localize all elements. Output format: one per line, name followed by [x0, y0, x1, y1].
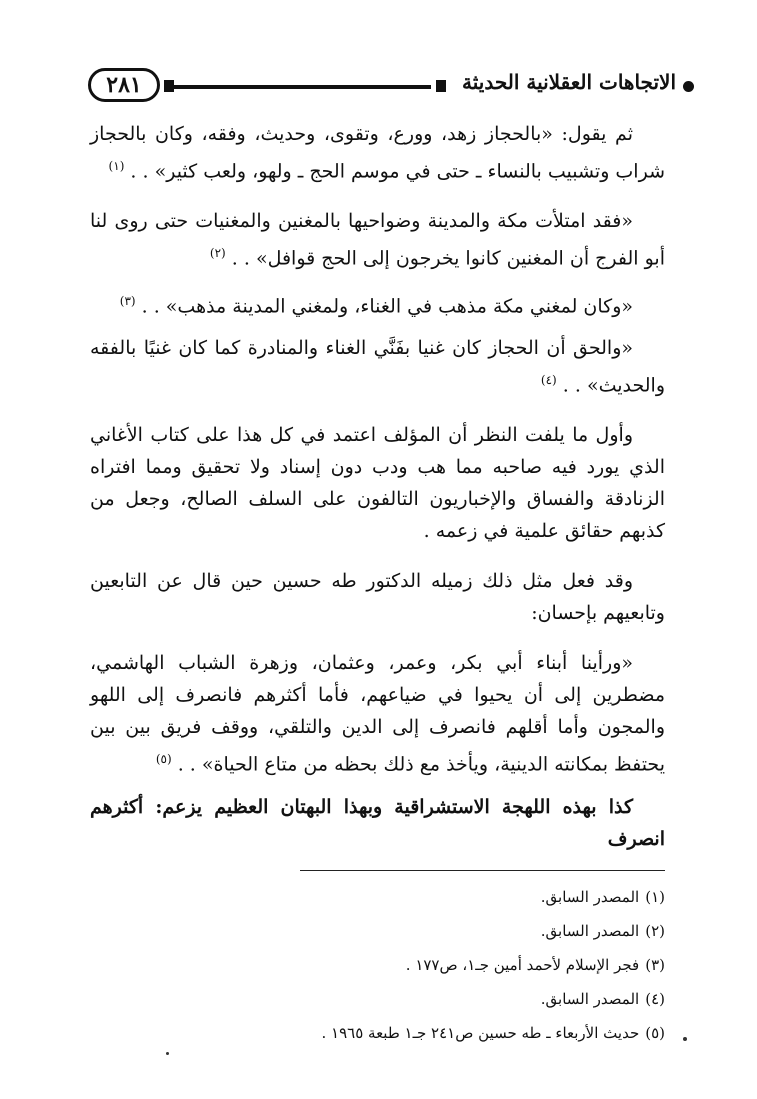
paragraph-text: كذا بهذه اللهجة الاستشراقية وبهذا البهتان العظيم يزعم: أكثرهم انصرف [90, 795, 665, 850]
footnote-text: حديث الأربعاء ـ طه حسين ص٢٤١ جـ١ طبعة ١٩٦٥ . [321, 1024, 640, 1042]
quote-paragraph [90, 647, 665, 780]
footnote-reference: (٥) [155, 752, 172, 767]
footnote-number: (١) [645, 888, 665, 906]
paragraph-text: ثم يقول: «بالحجاز زهد، وورع، وتقوى، وحديث، وفقه، وكان بالحجاز شراب وتشبيب بالنساء ـ حتى في موسم الحج ـ ولهو، ولعب كثير» . . [90, 123, 665, 183]
scan-speck [166, 1052, 169, 1055]
header-ornament-square [436, 80, 446, 92]
footnote-separator [300, 870, 665, 871]
footnote-text: فجر الإسلام لأحمد أمين جـ١، ص١٧٧ . [405, 956, 640, 974]
footnote [90, 1016, 665, 1050]
footnotes [90, 880, 665, 1050]
footnote-number: (٣) [645, 956, 665, 974]
footnote [90, 880, 665, 914]
footnote [90, 914, 665, 948]
paragraph-text: «والحق أن الحجاز كان غنيا بفَنَّي الغناء والمنادرة كما كان غنيًا بالفقه والحديث» . . [90, 336, 665, 397]
footnote-text: المصدر السابق. [540, 922, 640, 940]
footnote-reference: (١) [108, 159, 125, 173]
paragraph [90, 419, 665, 547]
running-header [86, 68, 686, 106]
quote-paragraph [90, 332, 665, 401]
paragraph-text: «فقد امتلأت مكة والمدينة وضواحيها بالمغنين والمغنيات حتى روى لنا أبو الفرج أن المغنين كانوا يخرجون إلى الحج قوافل» . . [90, 210, 665, 270]
running-title: الاتجاهات العقلانية الحديثة [462, 70, 676, 94]
paragraph [90, 565, 665, 629]
paragraph-text: «ورأينا أبناء أبي بكر، وعمر، وعثمان، وزهرة الشباب الهاشمي، مضطرين إلى أن يحيوا في ضياعهم، فأما أكثرهم فانصرف إلى اللهو والمجون وأما أقلهم فانصرف إلى الدين والتلقي، ووقف فريق بين بين يحتفظ بمكانته الدينية، ويأخذ مع ذلك بحظه من متاع الحياة» . . [90, 652, 665, 776]
paragraph [90, 118, 665, 187]
footnote [90, 948, 665, 982]
footnote [90, 982, 665, 1016]
quote-paragraph [90, 285, 665, 322]
scan-speck [683, 1037, 687, 1041]
footnote-number: (٢) [645, 922, 665, 940]
footnote-number: (٤) [645, 990, 665, 1008]
header-ornament-square [164, 80, 174, 92]
page-number: ٢٨١ [88, 68, 160, 102]
paragraph-text: وأول ما يلفت النظر أن المؤلف اعتمد في كل هذا على كتاب الأغاني الذي يورد فيه صاحبه مما هب ودب دون إسناد ولا تحقيق ومما افتراه الزنادقة والفساق والإخباريون التالفون على السلف الصالح، وجعل من كذبهم حقائق علمية في زعمه . [90, 424, 665, 543]
footnote-text: المصدر السابق. [540, 990, 640, 1008]
header-bullet [683, 81, 694, 92]
footnote-reference: (٣) [119, 293, 136, 308]
paragraph-text: «وكان لمغني مكة مذهب في الغناء، ولمغني المدينة مذهب» . . [141, 294, 633, 317]
footnote-text: المصدر السابق. [540, 888, 640, 906]
paragraph [90, 791, 665, 855]
paragraph-text: وقد فعل مثل ذلك زميله الدكتور طه حسين حين قال عن التابعين وتابعيهم بإحسان: [90, 570, 665, 625]
quote-paragraph [90, 205, 665, 274]
footnote-reference: (٤) [540, 372, 557, 387]
footnote-reference: (٢) [209, 246, 226, 261]
footnote-number: (٥) [645, 1024, 665, 1042]
header-rule [174, 85, 431, 89]
body-text [90, 118, 665, 855]
